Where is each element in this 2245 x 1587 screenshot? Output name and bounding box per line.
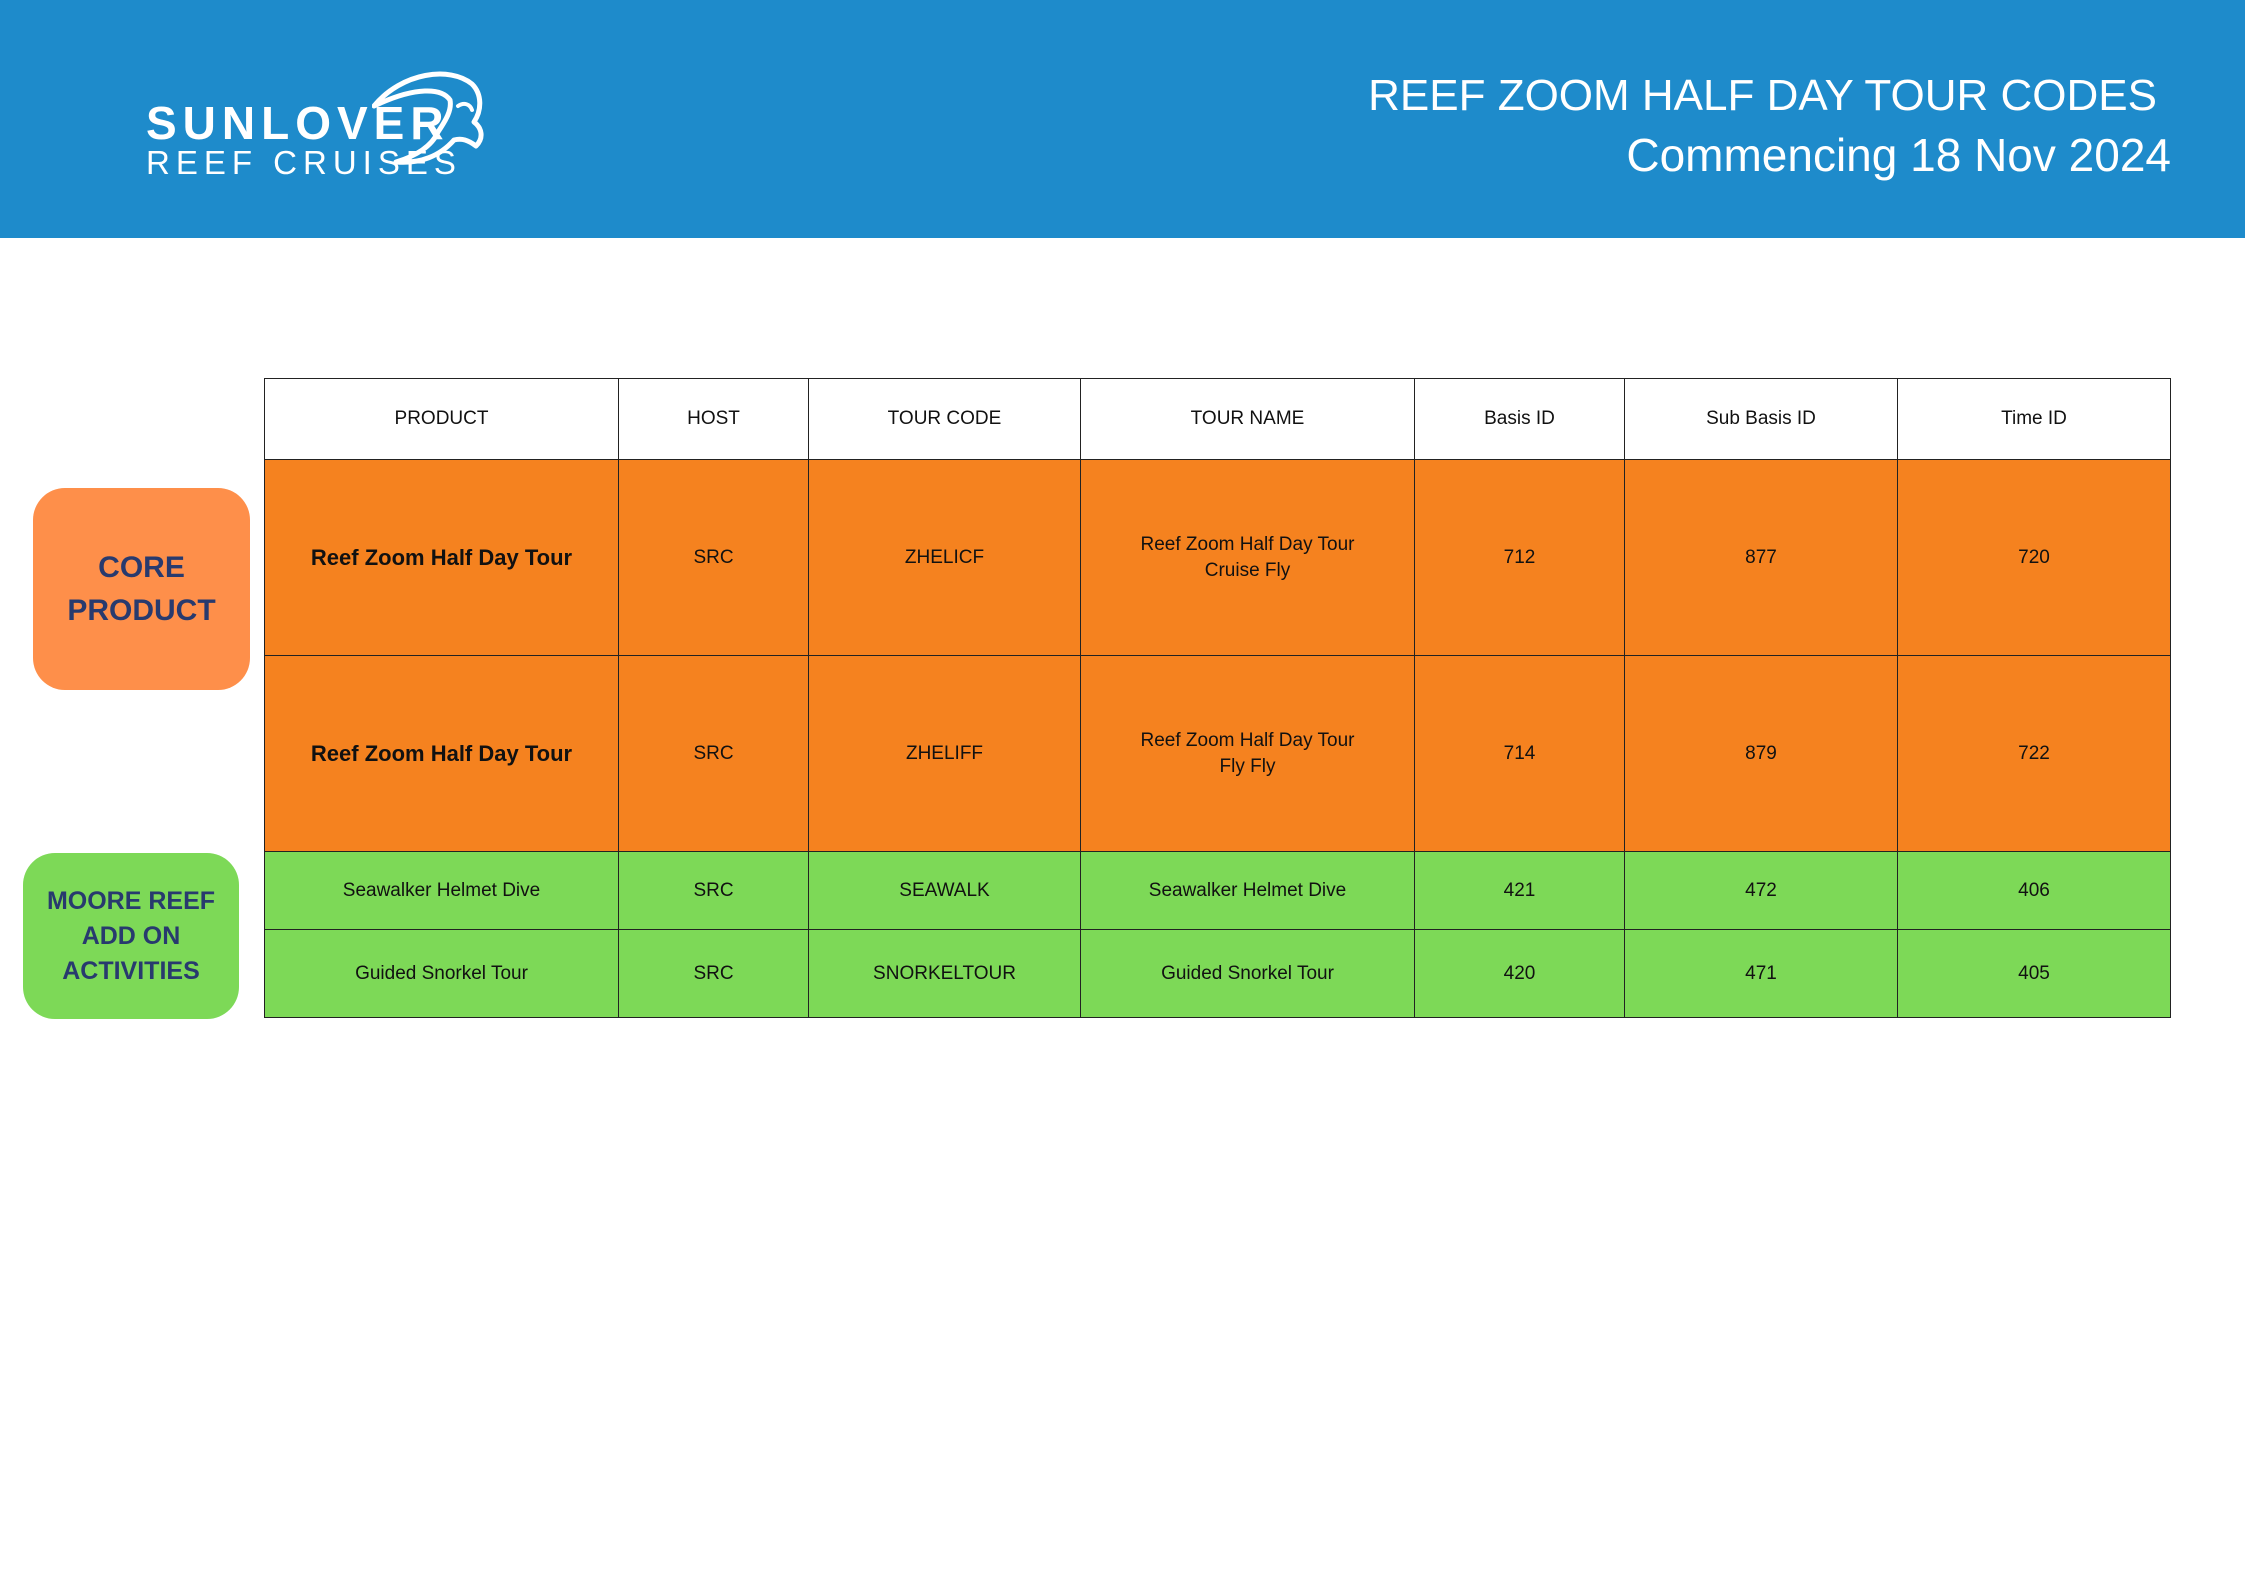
column-header-time-id: Time ID (1898, 379, 2171, 460)
sub-basis-id-cell: 877 (1625, 460, 1898, 656)
sub-basis-id-cell: 879 (1625, 656, 1898, 852)
addon-tag-line: MOORE REEF (46, 886, 216, 915)
product-cell: Seawalker Helmet Dive (265, 852, 619, 930)
product-cell: Guided Snorkel Tour (265, 930, 619, 1018)
tour-name-line: Fly Fly (1219, 755, 1276, 777)
tour-code-cell: SNORKELTOUR (809, 930, 1081, 1018)
host-cell: SRC (619, 852, 809, 930)
tour-name-line: Reef Zoom Half Day Tour (1140, 533, 1355, 555)
host-cell: SRC (619, 656, 809, 852)
basis-id-cell: 714 (1415, 656, 1625, 852)
tour-name-line: Cruise Fly (1204, 559, 1291, 581)
addon-tag-line: ACTIVITIES (62, 956, 200, 985)
product-cell: Reef Zoom Half Day Tour (265, 656, 619, 852)
tour-name-cell (1081, 930, 1415, 1018)
time-id-cell: 722 (1898, 656, 2171, 852)
tour-name-line: Reef Zoom Half Day Tour (1140, 729, 1355, 751)
basis-id-cell: 421 (1415, 852, 1625, 930)
tour-code-cell: ZHELICF (809, 460, 1081, 656)
addon-tag-line: ADD ON (81, 921, 181, 950)
header-banner (0, 0, 2245, 238)
logo-wordmark: SUNLOVER (146, 97, 450, 149)
column-header-tour-code: TOUR CODE (809, 379, 1081, 460)
tour-name-cell (1081, 656, 1415, 852)
table-row (265, 852, 2171, 930)
title-block (1368, 68, 2171, 186)
column-header-basis-id: Basis ID (1415, 379, 1625, 460)
page-title: REEF ZOOM HALF DAY TOUR CODES (1368, 71, 2157, 120)
tour-code-cell: ZHELIFF (809, 656, 1081, 852)
table-row (265, 656, 2171, 852)
basis-id-cell: 712 (1415, 460, 1625, 656)
column-header-product: PRODUCT (265, 379, 619, 460)
host-cell: SRC (619, 460, 809, 656)
tour-codes-table (264, 378, 2171, 1018)
host-cell: SRC (619, 930, 809, 1018)
column-header-host: HOST (619, 379, 809, 460)
tour-name-cell (1081, 460, 1415, 656)
addon-activities-tag (23, 853, 239, 1019)
sub-basis-id-cell: 471 (1625, 930, 1898, 1018)
logo-tagline: REEF CRUISES (146, 144, 462, 181)
column-header-tour-name: TOUR NAME (1081, 379, 1415, 460)
page-subtitle: Commencing 18 Nov 2024 (1626, 129, 2171, 181)
tour-name-line: Guided Snorkel Tour (1161, 962, 1334, 984)
table-row (265, 930, 2171, 1018)
sub-basis-id-cell: 472 (1625, 852, 1898, 930)
tour-code-cell: SEAWALK (809, 852, 1081, 930)
core-product-tag (33, 488, 250, 690)
basis-id-cell: 420 (1415, 930, 1625, 1018)
column-header-sub-basis-id: Sub Basis ID (1625, 379, 1898, 460)
table-row (265, 460, 2171, 656)
product-cell: Reef Zoom Half Day Tour (265, 460, 619, 656)
table-header-row (265, 379, 2171, 460)
core-tag-line: CORE (98, 551, 185, 584)
sunlover-logo (142, 66, 482, 186)
time-id-cell: 405 (1898, 930, 2171, 1018)
core-tag-line: PRODUCT (67, 594, 216, 627)
tour-name-line: Seawalker Helmet Dive (1148, 879, 1347, 901)
time-id-cell: 720 (1898, 460, 2171, 656)
time-id-cell: 406 (1898, 852, 2171, 930)
tour-name-cell (1081, 852, 1415, 930)
